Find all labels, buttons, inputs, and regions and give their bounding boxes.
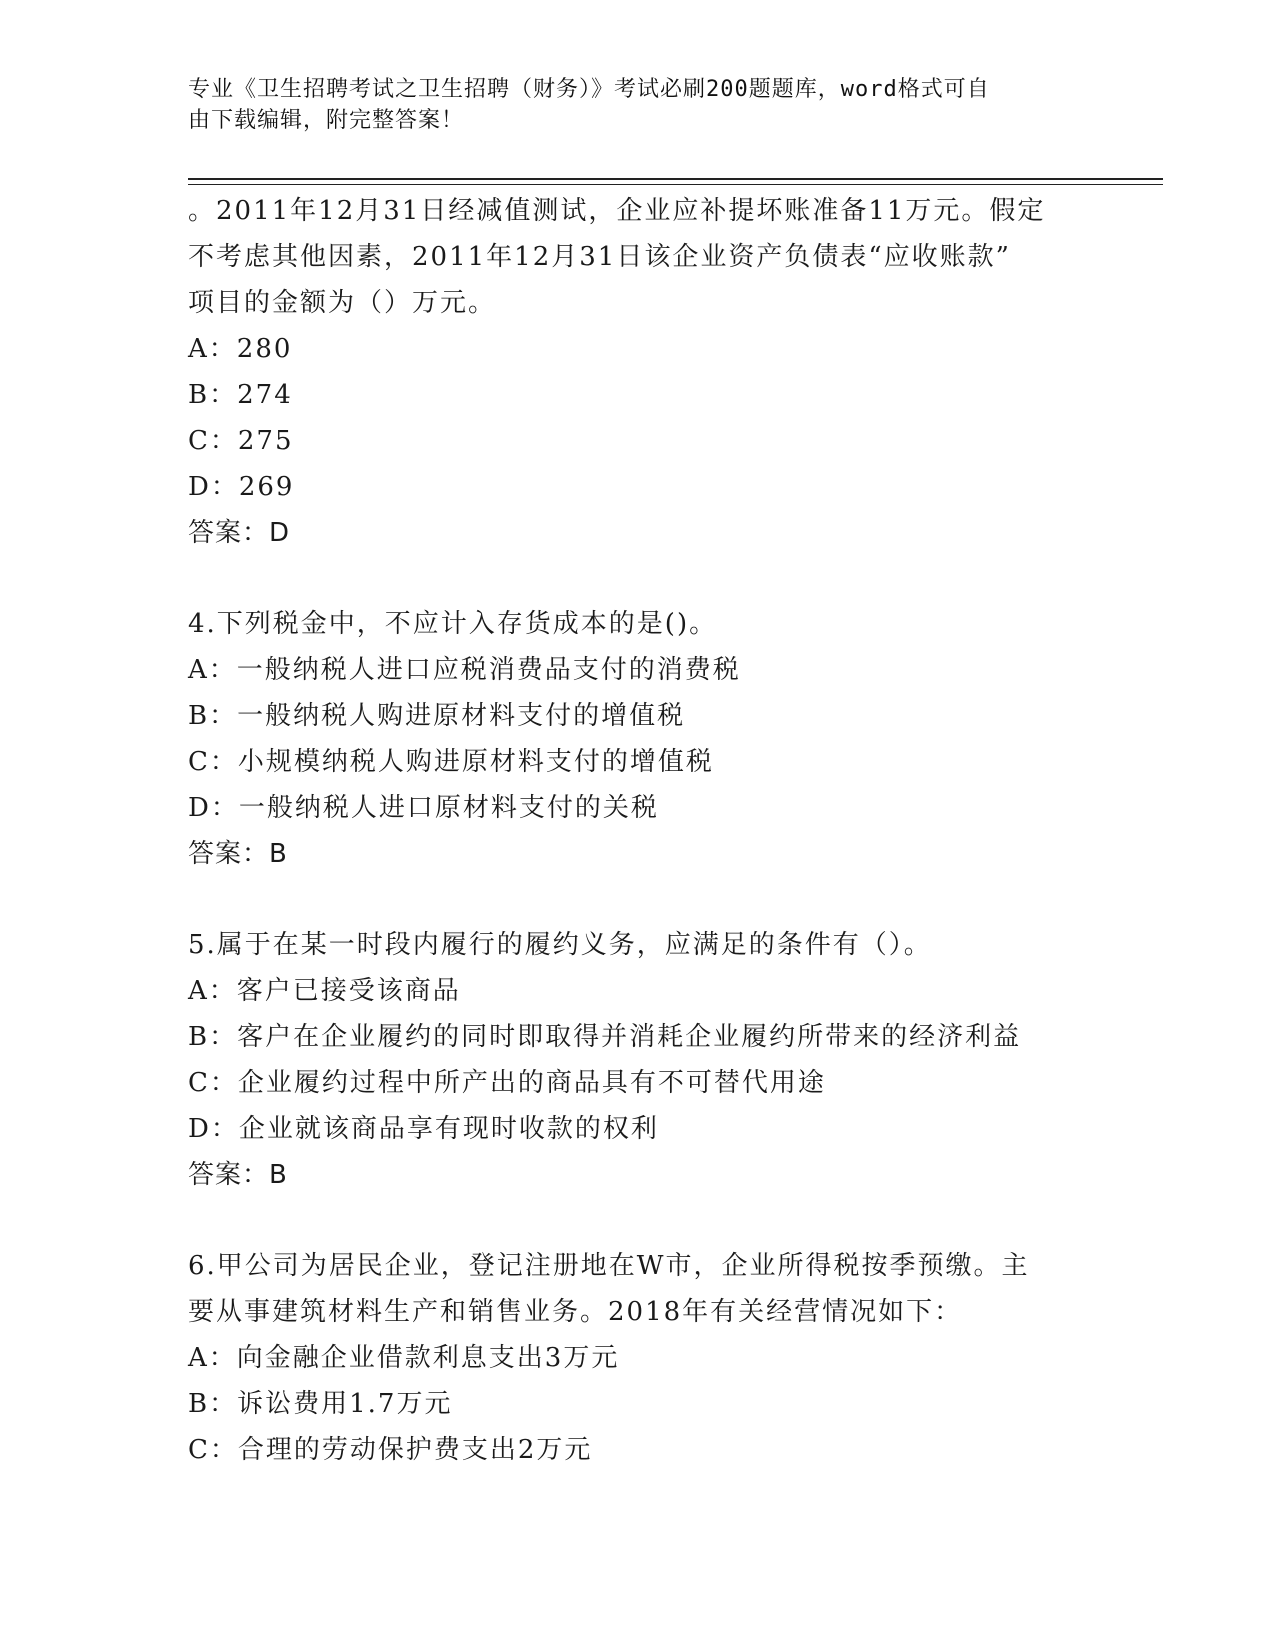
header-divider-thin bbox=[188, 184, 1163, 185]
question-stem-line: 项目的金额为（）万元。 bbox=[188, 288, 497, 318]
option-b: B：一般纳税人购进原材料支付的增值税 bbox=[188, 701, 686, 731]
option-c: C：合理的劳动保护费支出2万元 bbox=[188, 1435, 593, 1465]
option-a: A：280 bbox=[188, 334, 293, 364]
question-stem-line: 4.下列税金中，不应计入存货成本的是()。 bbox=[188, 609, 718, 639]
option-b: B：274 bbox=[188, 380, 293, 410]
option-a: A：客户已接受该商品 bbox=[188, 976, 461, 1006]
option-a: A：向金融企业借款利息支出3万元 bbox=[188, 1343, 620, 1373]
document-header bbox=[188, 74, 1088, 136]
option-c: C：企业履约过程中所产出的商品具有不可替代用途 bbox=[188, 1068, 826, 1098]
option-d: D：269 bbox=[188, 472, 295, 502]
option-c: C：275 bbox=[188, 426, 294, 456]
question-6 bbox=[188, 1243, 1088, 1473]
question-spacer bbox=[188, 556, 1088, 601]
question-spacer bbox=[188, 877, 1088, 922]
question-stem-line: 要从事建筑材料生产和销售业务。2018年有关经营情况如下： bbox=[188, 1297, 963, 1327]
question-3 bbox=[188, 188, 1088, 556]
question-stem-line: 。2011年12月31日经减值测试，企业应补提坏账准备11万元。假定 bbox=[188, 196, 1046, 226]
question-stem-line: 不考虑其他因素，2011年12月31日该企业资产负债表“应收账款” bbox=[188, 242, 1011, 272]
header-divider-thick bbox=[188, 178, 1163, 180]
question-4 bbox=[188, 601, 1088, 877]
option-d: D：企业就该商品享有现时收款的权利 bbox=[188, 1114, 659, 1144]
question-spacer bbox=[188, 1198, 1088, 1243]
answer-label: 答案：D bbox=[188, 518, 291, 548]
option-d: D：一般纳税人进口原材料支付的关税 bbox=[188, 793, 659, 823]
option-b: B：客户在企业履约的同时即取得并消耗企业履约所带来的经济利益 bbox=[188, 1022, 1022, 1052]
question-stem-line: 6.甲公司为居民企业，登记注册地在W市，企业所得税按季预缴。主 bbox=[188, 1251, 1030, 1281]
question-list bbox=[188, 188, 1088, 1473]
option-b: B：诉讼费用1.7万元 bbox=[188, 1389, 453, 1419]
header-line-1: 专业《卫生招聘考试之卫生招聘（财务）》考试必刷200题题库，word格式可自 bbox=[188, 77, 990, 102]
option-c: C：小规模纳税人购进原材料支付的增值税 bbox=[188, 747, 714, 777]
question-stem-line: 5.属于在某一时段内履行的履约义务，应满足的条件有（）。 bbox=[188, 930, 932, 960]
option-a: A：一般纳税人进口应税消费品支付的消费税 bbox=[188, 655, 741, 685]
answer-label: 答案：B bbox=[188, 839, 288, 869]
header-line-2: 由下载编辑，附完整答案！ bbox=[188, 108, 465, 133]
answer-label: 答案：B bbox=[188, 1160, 288, 1190]
question-5 bbox=[188, 922, 1088, 1198]
